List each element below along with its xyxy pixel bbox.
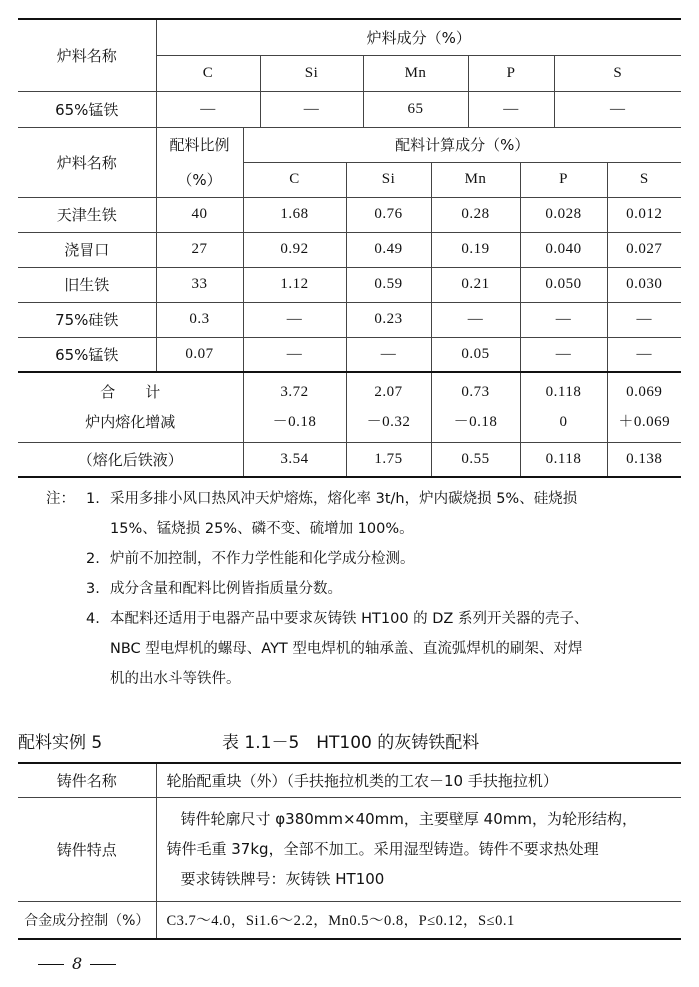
charge-name-cell: 65%锰铁 (18, 337, 156, 372)
note-text: 炉前不加控制，不作力学性能和化学成分检测。 (110, 551, 415, 567)
composition-cell: 65 (363, 91, 468, 127)
value-cell: 0.05 (431, 337, 520, 372)
value-cell: 0.76 (346, 197, 431, 232)
element-header: Si (260, 55, 363, 91)
melt-change-label: 炉内熔化增减 (85, 413, 176, 432)
value-cell: — (431, 302, 520, 337)
ratio-cell: 40 (156, 197, 243, 232)
total-value: 2.07 (374, 384, 403, 401)
features-line: 铸件轮廓尺寸 φ380mm×40mm，主要壁厚 40mm，为轮形结构， (180, 810, 637, 828)
page-dash (90, 964, 116, 965)
features-line: 要求铸铁牌号：灰铸铁 HT100 (180, 870, 385, 888)
features-label: 铸件特点 (18, 797, 156, 901)
ratio-cell: 27 (156, 232, 243, 267)
table-row (18, 267, 681, 302)
table-row (18, 302, 681, 337)
after-melt-row (18, 442, 681, 477)
element-header: Si (346, 162, 431, 197)
note-item (46, 574, 686, 604)
section-heading (18, 728, 681, 752)
after-value: 0.55 (431, 442, 520, 477)
charge-name-cell: 浇冒口 (18, 232, 156, 267)
totals-row (18, 372, 681, 442)
element-header: P (520, 162, 607, 197)
after-value: 0.138 (607, 442, 681, 477)
table-row (18, 763, 681, 797)
composition-cell: — (260, 91, 363, 127)
features-line: 铸件毛重 37kg，全部不加工。采用湿型铸造。铸件不要求热处理 (166, 840, 599, 858)
total-value: 3.72 (280, 384, 309, 401)
total-value: 0.069 (626, 384, 663, 401)
ratio-cell: 0.07 (156, 337, 243, 372)
value-cell: 1.68 (243, 197, 346, 232)
charge-name-cell: 旧生铁 (18, 267, 156, 302)
charge-name-cell: 天津生铁 (18, 197, 156, 232)
after-melt-label: （熔化后铁液） (18, 442, 243, 477)
notes (46, 484, 686, 694)
alloy-control-value: C3.7～4.0，Si1.6～2.2，Mn0.5～0.8，P≤0.12，S≤0.1 (156, 901, 681, 939)
element-header: P (468, 55, 554, 91)
note-number: 2. (86, 551, 100, 567)
value-cell: 0.92 (243, 232, 346, 267)
page-dash (38, 964, 64, 965)
charge-name-header: 炉料名称 (18, 127, 156, 197)
value-cell: 0.28 (431, 197, 520, 232)
value-cell: 0.040 (520, 232, 607, 267)
charge-composition-table (18, 18, 681, 478)
note-number: 4. (86, 611, 100, 627)
ratio-unit-header: （%） (156, 162, 243, 197)
composition-cell: — (554, 91, 681, 127)
calc-composition-header: 配料计算成分（%） (243, 127, 681, 162)
note-text: NBC 型电焊机的螺母、AYT 型电焊机的轴承盖、直流弧焊机的刷架、对焊 (110, 641, 583, 657)
table-row (18, 901, 681, 939)
value-cell: — (243, 302, 346, 337)
casting-name-label: 铸件名称 (18, 763, 156, 797)
value-cell: 0.027 (607, 232, 681, 267)
charge-composition-header: 炉料成分（%） (156, 19, 681, 55)
after-value: 1.75 (346, 442, 431, 477)
note-text: 本配料还适用于电器产品中要求灰铸铁 HT100 的 DZ 系列开关器的壳子、 (110, 611, 589, 627)
note-item (46, 544, 686, 574)
value-cell: — (607, 337, 681, 372)
composition-cell: — (468, 91, 554, 127)
change-value: －0.18 (272, 414, 317, 431)
value-cell: 0.19 (431, 232, 520, 267)
note-item (46, 604, 686, 634)
value-cell: 0.030 (607, 267, 681, 302)
note-text: 15%、锰烧损 25%、磷不变、硫增加 100%。 (110, 521, 414, 537)
value-cell: 0.012 (607, 197, 681, 232)
notes-prefix: 注： (46, 491, 75, 507)
page-number-text: 8 (72, 954, 83, 973)
composition-cell: — (156, 91, 260, 127)
page-number (30, 954, 124, 973)
charge-name-header: 炉料名称 (18, 19, 156, 91)
total-value: 0.73 (461, 384, 490, 401)
table-row (18, 197, 681, 232)
value-cell: 0.23 (346, 302, 431, 337)
casting-name-value: 轮胎配重块（外）（手扶拖拉机类的工农－10 手扶拖拉机） (156, 763, 681, 797)
element-header: Mn (363, 55, 468, 91)
element-header: S (607, 162, 681, 197)
element-header: C (156, 55, 260, 91)
table-row (18, 337, 681, 372)
note-text: 机的出水斗等铁件。 (110, 671, 241, 687)
alloy-control-label: 合金成分控制（%） (18, 901, 156, 939)
note-text: 成分含量和配料比例皆指质量分数。 (110, 581, 342, 597)
total-label: 合 计 (100, 383, 161, 402)
change-value: －0.18 (453, 414, 498, 431)
element-header: C (243, 162, 346, 197)
value-cell: — (520, 337, 607, 372)
change-value: －0.32 (366, 414, 411, 431)
value-cell: 0.050 (520, 267, 607, 302)
ratio-header: 配料比例 (156, 127, 243, 162)
value-cell: 0.028 (520, 197, 607, 232)
value-cell: 0.21 (431, 267, 520, 302)
casting-spec-table (18, 762, 681, 940)
value-cell: 0.59 (346, 267, 431, 302)
value-cell: — (607, 302, 681, 337)
table-row (18, 232, 681, 267)
value-cell: 0.49 (346, 232, 431, 267)
after-value: 3.54 (243, 442, 346, 477)
ratio-cell: 0.3 (156, 302, 243, 337)
element-header: Mn (431, 162, 520, 197)
charge-name-cell: 75%硅铁 (18, 302, 156, 337)
note-number: 3. (86, 581, 100, 597)
note-text: 采用多排小风口热风冲天炉熔炼，熔化率 3t/h，炉内碳烧损 5%、硅烧损 (110, 491, 578, 507)
charge-name-cell: 65%锰铁 (18, 91, 156, 127)
table-row (18, 797, 681, 901)
change-value: 0 (559, 414, 568, 431)
element-header: S (554, 55, 681, 91)
total-value: 0.118 (545, 384, 582, 401)
note-item (46, 484, 686, 514)
value-cell: — (346, 337, 431, 372)
change-value: ＋0.069 (618, 414, 671, 431)
ratio-cell: 33 (156, 267, 243, 302)
value-cell: 1.12 (243, 267, 346, 302)
table-title: 表 1.1－5 HT100 的灰铸铁配料 (222, 733, 480, 753)
value-cell: — (520, 302, 607, 337)
value-cell: — (243, 337, 346, 372)
after-value: 0.118 (520, 442, 607, 477)
example-label: 配料实例 5 (18, 733, 103, 753)
note-number: 1. (86, 491, 100, 507)
